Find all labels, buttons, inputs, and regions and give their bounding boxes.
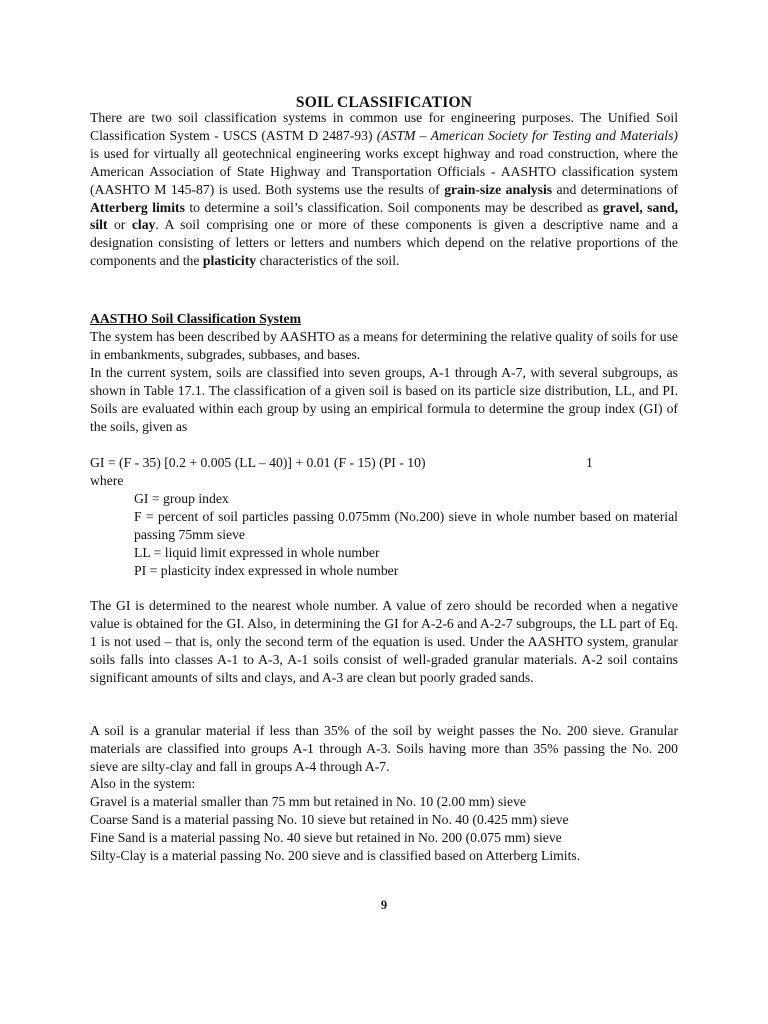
equation: GI = (F - 35) [0.2 + 0.005 (LL – 40)] + 0.01 (F - 15) (PI - 10) xyxy=(90,455,426,470)
definition-ll: LL = liquid limit expressed in whole number xyxy=(134,545,380,560)
definition-gi: GI = group index xyxy=(134,491,229,506)
intro-bold-grain-size: grain-size analysis xyxy=(444,181,553,197)
intro-text-1: There are two soil classification systems in common use for engineering purposes. The Unified Soil Classification System - USCS (ASTM D 2487-93) xyxy=(90,110,678,143)
section-heading: AASTHO Soil Classification System xyxy=(90,311,302,326)
section-paragraph-2: In the current system, soils are classified into seven groups, A-1 through A-7, with several subgroups, as shown in Table 17.1. The classification of a given soil is based on its particle size distribution, LL, and PI. Soils are evaluated within each group by using an empirical formula to determine the group index (GI) of the soils, given as xyxy=(90,365,678,434)
intro-bold-plasticity: plasticity xyxy=(202,253,257,269)
intro-text-5: or xyxy=(107,217,132,233)
page-number: 9 xyxy=(380,898,388,912)
equation-number: 1 xyxy=(586,455,593,470)
intro-text-3: and determinations of xyxy=(552,181,678,197)
gravel-line: Gravel is a material smaller than 75 mm but retained in No. 10 (2.00 mm) sieve xyxy=(90,794,526,809)
fine-sand-line: Fine Sand is a material passing No. 40 sieve but retained in No. 200 (0.075 mm) sieve xyxy=(90,830,562,845)
intro-bold-clay: clay xyxy=(131,217,156,233)
intro-text-4: to determine a soil’s classification. Soil components may be described as xyxy=(184,199,603,215)
intro-text-6: . A soil comprising one or more of these components is given a descriptive name and a designation consisting of letters or letters and numbers which depend on the relative proportions of the components and the xyxy=(90,217,678,269)
equation-where: where xyxy=(90,473,124,488)
intro-bold-atterberg: Atterberg limits xyxy=(90,199,185,215)
intro-italic: (ASTM – American Society for Testing and Materials) xyxy=(376,127,678,143)
coarse-sand-line: Coarse Sand is a material passing No. 10 sieve but retained in No. 40 (0.425 mm) sieve xyxy=(90,812,569,827)
gi-paragraph: The GI is determined to the nearest whole number. A value of zero should be recorded when a negative value is obtained for the GI. Also, in determining the GI for A-2-6 and A-2-7 subgroups, the LL part of Eq. 1 is not used – that is, only the second term of the equation is used. Under the AASHTO system, granular soils falls into classes A-1 to A-3, A-1 soils consist of well-graded granular materials. A-2 soil contains significant amounts of silts and clays, and A-3 are clean but poorly graded sands. xyxy=(90,598,678,685)
intro-paragraph xyxy=(90,109,678,270)
section-paragraph-1: The system has been described by AASHTO as a means for determining the relative quality of soils for use in embankments, subgrades, subbases, and bases. xyxy=(90,329,678,362)
silty-clay-line: Silty-Clay is a material passing No. 200 sieve and is classified based on Atterberg Limits. xyxy=(90,848,581,863)
definition-pi: PI = plasticity index expressed in whole number xyxy=(134,563,399,578)
intro-bold-components: gravel, sand, silt xyxy=(90,199,679,233)
page-title: SOIL CLASSIFICATION xyxy=(295,94,473,111)
definition-f: F = percent of soil particles passing 0.075mm (No.200) sieve in whole number based on material passing 75mm sieve xyxy=(134,509,678,542)
granular-paragraph: A soil is a granular material if less than 35% of the soil by weight passes the No. 200 sieve. Granular materials are classified into groups A-1 through A-3. Soils having more than 35% passing the No. 200 sieve are silty-clay and fall in groups A-4 through A-7. xyxy=(90,723,678,774)
intro-text-2: is used for virtually all geotechnical engineering works except highway and road construction, where the American Association of State Highway and Transportation Officials - AASHTO classification system (AASHTO M 145-87) is used. Both systems use the results of xyxy=(90,145,678,197)
intro-text-7: characteristics of the soil. xyxy=(256,253,400,269)
also-line: Also in the system: xyxy=(90,776,196,791)
